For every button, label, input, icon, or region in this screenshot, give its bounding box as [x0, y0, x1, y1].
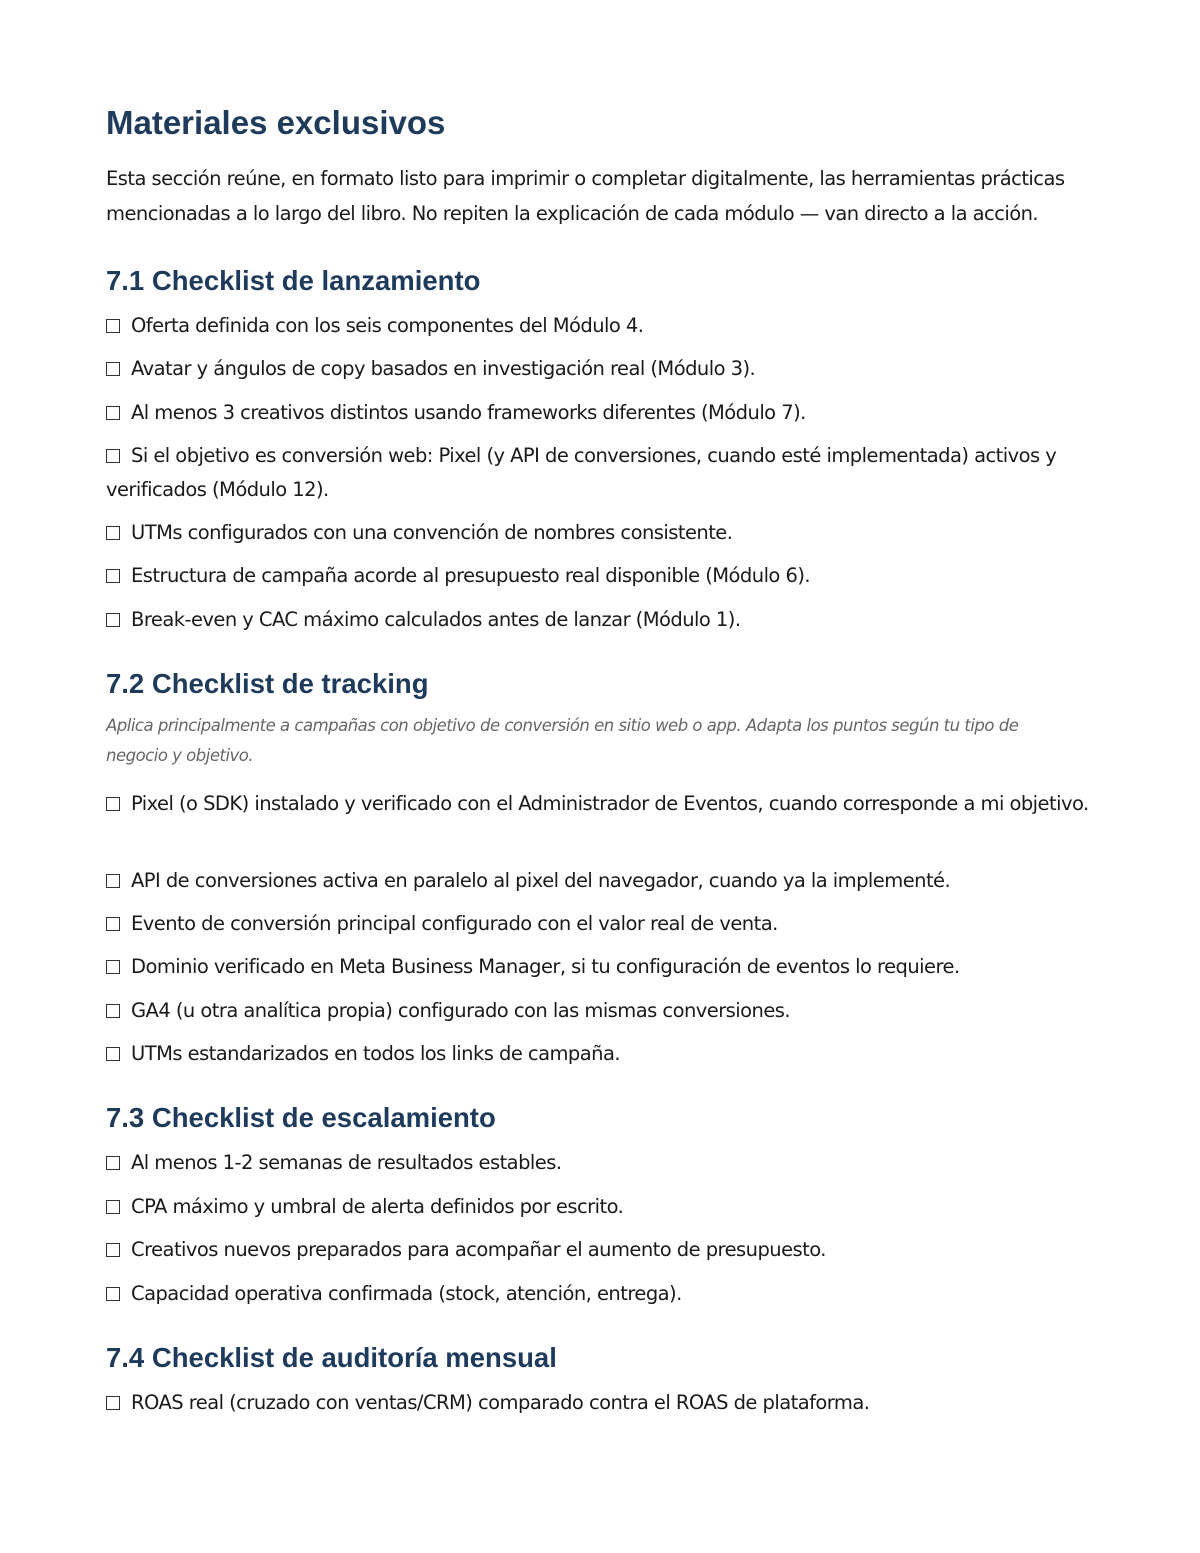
checkbox-icon[interactable] — [106, 797, 120, 811]
checklist-item-text: API de conversiones activa en paralelo al pixel del navegador, cuando ya la implementé. — [131, 869, 951, 892]
checkbox-icon[interactable] — [106, 526, 120, 540]
checklist-item — [106, 1037, 1101, 1071]
checklist-item — [106, 603, 1101, 637]
checkbox-icon[interactable] — [106, 406, 120, 420]
section-heading-tracking: 7.2 Checklist de tracking — [106, 668, 429, 699]
checklist-item — [106, 864, 1101, 898]
section-heading-scaling: 7.3 Checklist de escalamiento — [106, 1102, 496, 1133]
checklist-item — [106, 309, 1101, 343]
checkbox-icon[interactable] — [106, 1047, 120, 1061]
checklist-item — [106, 1277, 1101, 1311]
checklist-item-text: Al menos 1-2 semanas de resultados estables. — [131, 1151, 562, 1174]
checklist-item-text: CPA máximo y umbral de alerta definidos por escrito. — [131, 1195, 624, 1218]
checklist-item — [106, 352, 1101, 386]
checkbox-icon[interactable] — [106, 613, 120, 627]
checklist-item-text: Si el objetivo es conversión web: Pixel (y API de conversiones, cuando esté implementada) activos y verificados (Módulo 12). — [106, 444, 1057, 501]
checklist-item-text: Capacidad operativa confirmada (stock, atención, entrega). — [131, 1282, 682, 1305]
intro-paragraph: Esta sección reúne, en formato listo para imprimir o completar digitalmente, las herramientas prácticas mencionadas a lo largo del libro. No repiten la explicación de cada módulo — van directo a la acción. — [106, 167, 1065, 225]
checkbox-icon[interactable] — [106, 1004, 120, 1018]
checklist-item — [106, 396, 1101, 430]
checklist-item-text: Evento de conversión principal configurado con el valor real de venta. — [131, 912, 778, 935]
checkbox-icon[interactable] — [106, 449, 120, 463]
checklist-item-text: Oferta definida con los seis componentes del Módulo 4. — [131, 314, 644, 337]
checklist-item — [106, 1386, 1101, 1420]
checklist-item-text: Al menos 3 creativos distintos usando frameworks diferentes (Módulo 7). — [131, 401, 806, 424]
checkbox-icon[interactable] — [106, 1200, 120, 1214]
page-title: Materiales exclusivos — [106, 104, 446, 141]
checkbox-icon[interactable] — [106, 1243, 120, 1257]
checklist-item — [106, 516, 1101, 550]
checkbox-icon[interactable] — [106, 1287, 120, 1301]
checklist-item — [106, 907, 1101, 941]
section-note: Aplica principalmente a campañas con objetivo de conversión en sitio web o app. Adapta los puntos según tu tipo de negocio y objetivo. — [106, 716, 1019, 765]
checkbox-icon[interactable] — [106, 960, 120, 974]
section-heading-launch: 7.1 Checklist de lanzamiento — [106, 265, 481, 296]
checklist-item — [106, 439, 1101, 507]
checklist-item — [106, 1233, 1101, 1267]
checklist-item-text: Avatar y ángulos de copy basados en investigación real (Módulo 3). — [131, 357, 756, 380]
checklist-item-text: ROAS real (cruzado con ventas/CRM) comparado contra el ROAS de plataforma. — [131, 1391, 870, 1414]
checklist-item-text: Estructura de campaña acorde al presupuesto real disponible (Módulo 6). — [131, 564, 811, 587]
checkbox-icon[interactable] — [106, 917, 120, 931]
checkbox-icon[interactable] — [106, 1156, 120, 1170]
checklist-item — [106, 559, 1101, 593]
checklist-item-text: Dominio verificado en Meta Business Manager, si tu configuración de eventos lo requiere. — [131, 955, 960, 978]
checklist-item-text: GA4 (u otra analítica propia) configurado con las mismas conversiones. — [131, 999, 791, 1022]
checklist-item — [106, 787, 1101, 821]
section-heading-monthly-audit: 7.4 Checklist de auditoría mensual — [106, 1342, 557, 1373]
checkbox-icon[interactable] — [106, 1396, 120, 1410]
checklist-item — [106, 994, 1101, 1028]
checkbox-icon[interactable] — [106, 569, 120, 583]
checklist-item-text: Creativos nuevos preparados para acompañar el aumento de presupuesto. — [131, 1238, 826, 1261]
checkbox-icon[interactable] — [106, 319, 120, 333]
checkbox-icon[interactable] — [106, 874, 120, 888]
checklist-item — [106, 950, 1101, 984]
checklist-item-text: UTMs configurados con una convención de nombres consistente. — [131, 521, 733, 544]
checklist-item-text: UTMs estandarizados en todos los links de campaña. — [131, 1042, 621, 1065]
checklist-item — [106, 1146, 1101, 1180]
checklist-item-text: Break-even y CAC máximo calculados antes de lanzar (Módulo 1). — [131, 608, 741, 631]
checkbox-icon[interactable] — [106, 362, 120, 376]
checklist-item — [106, 1190, 1101, 1224]
checklist-item-text: Pixel (o SDK) instalado y verificado con el Administrador de Eventos, cuando corresponde a mi objetivo. — [131, 792, 1089, 815]
